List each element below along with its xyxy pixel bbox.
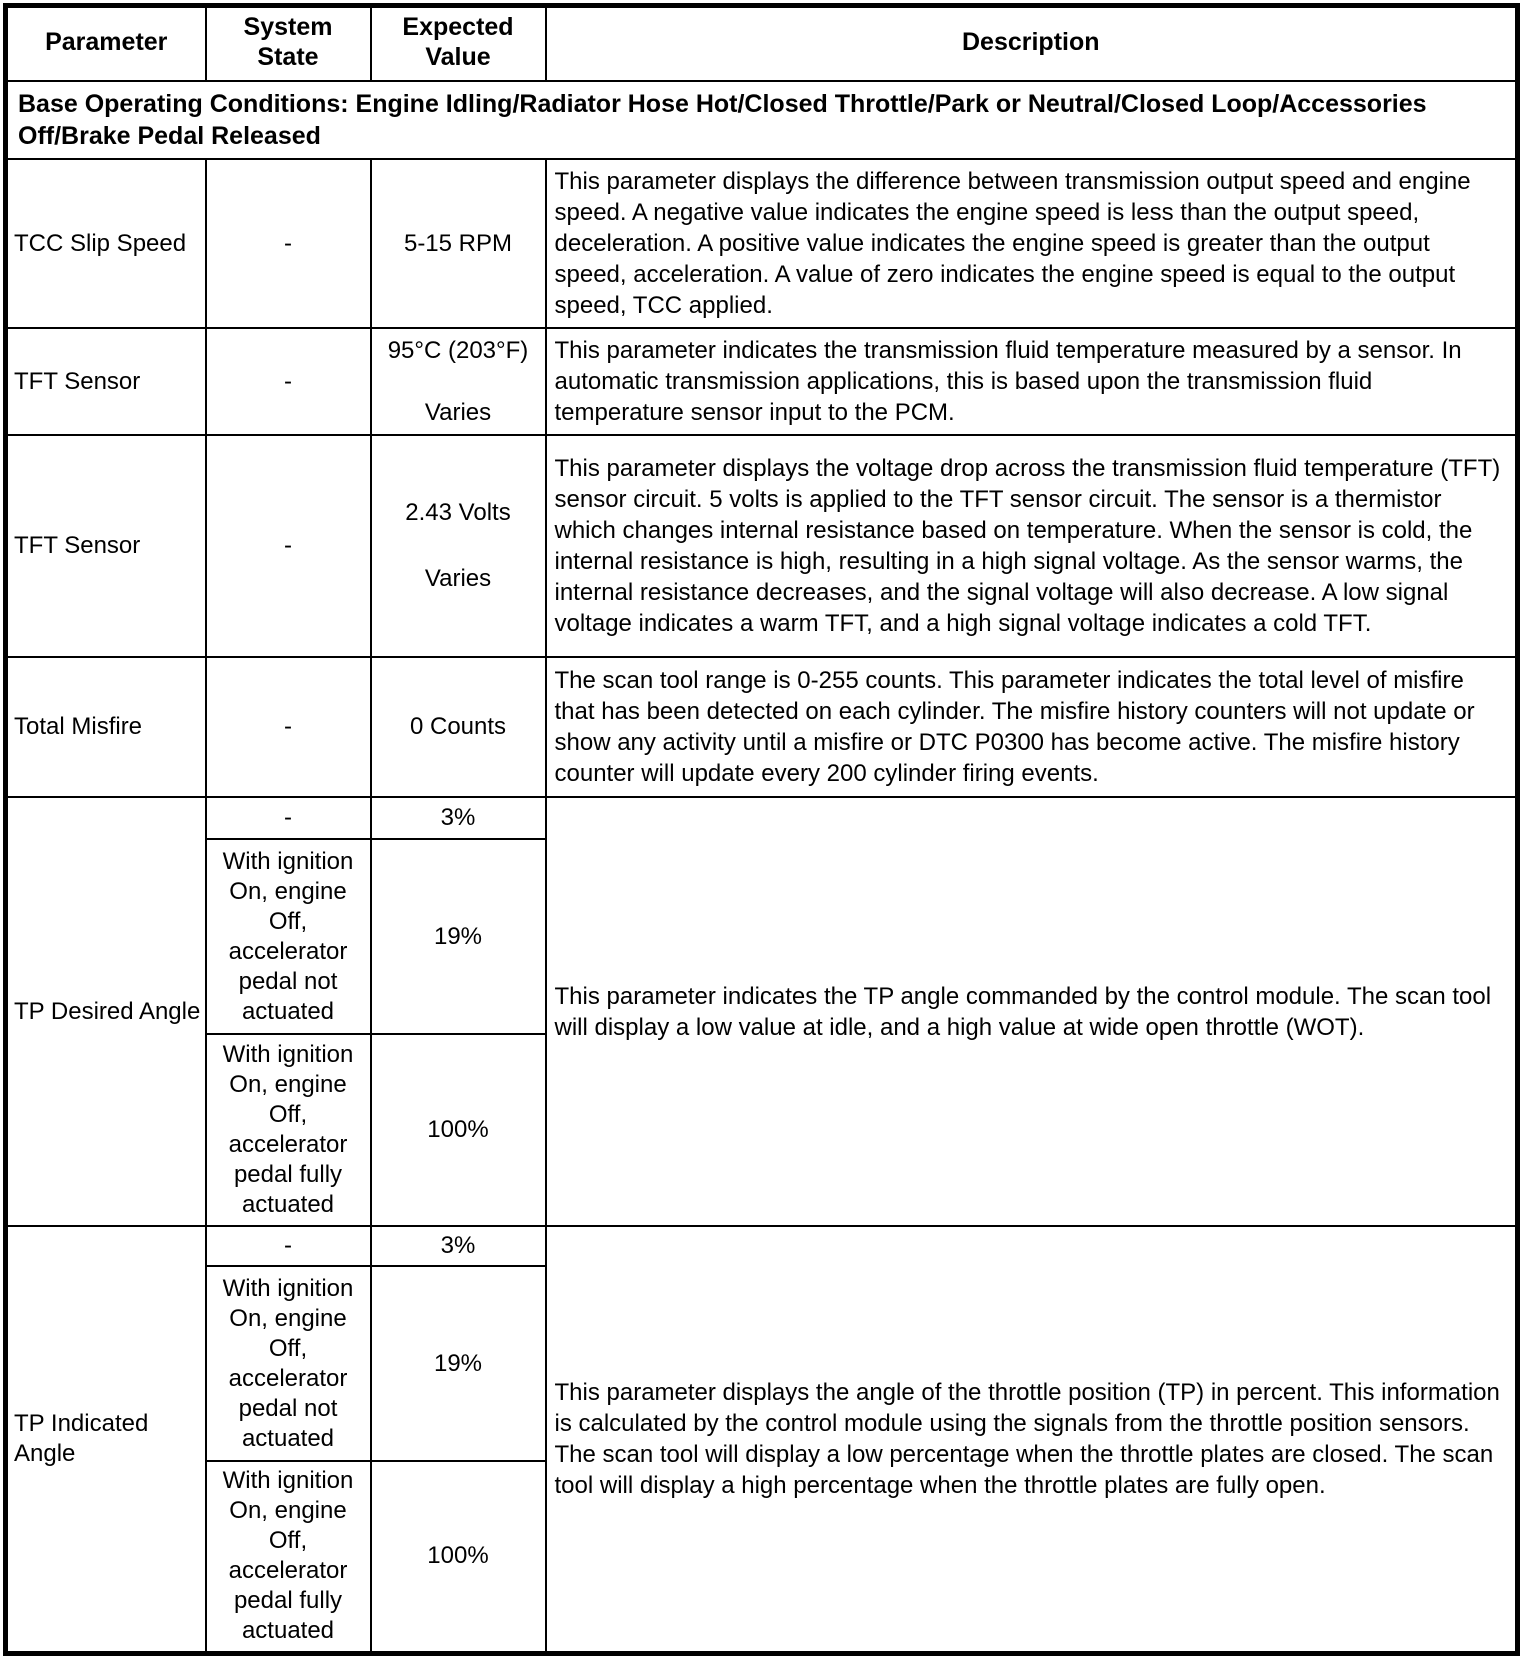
table-row [6,657,1518,797]
param-cell: TP Desired Angle [6,797,206,1226]
desc-cell: This parameter indicates the transmission fluid temperature measured by a sensor. In automatic transmission applications, this is based upon the transmission fluid temperature sensor input to the PCM. [546,328,1518,435]
header-cell-system-state: System State [206,6,371,82]
expected-value-note: Varies [424,398,492,426]
expected-value: 95°C (203°F) [387,336,529,364]
header-cell-description: Description [546,6,1518,82]
param-cell: Total Misfire [6,657,206,797]
expected-value: 2.43 Volts [405,499,511,526]
param-cell: TCC Slip Speed [6,159,206,328]
value-cell [371,328,546,435]
state-cell: With ignition On, engine Off, accelerator pedal not actuated [206,839,371,1034]
table-row [6,435,1518,657]
value-cell: 0 Counts [371,657,546,797]
state-cell: - [206,328,371,435]
desc-cell: This parameter displays the difference between transmission output speed and engine speed. A negative value indicates the engine speed is less than the output speed, deceleration. A positive value indicates the engine speed is greater than the output speed, acceleration. A value of zero indicates the engine speed is equal to the output speed, TCC applied. [546,159,1518,328]
header-cell-expected-value: Expected Value [371,6,546,82]
param-cell: TP Indicated Angle [6,1226,206,1653]
value-cell: 5-15 RPM [371,159,546,328]
state-cell: - [206,1226,371,1266]
desc-cell: This parameter indicates the TP angle commanded by the control module. The scan tool will display a low value at idle, and a high value at wide open throttle (WOT). [546,797,1518,1226]
state-cell: - [206,159,371,328]
desc-cell: The scan tool range is 0-255 counts. This parameter indicates the total level of misfire that has been detected on each cylinder. The misfire history counters will not update or show any activity until a misfire or DTC P0300 has become active. The misfire history counter will update every 200 cylinder firing events. [546,657,1518,797]
value-cell [371,435,546,657]
desc-cell: This parameter displays the angle of the throttle position (TP) in percent. This information is calculated by the control module using the signals from the throttle position sensors. The scan tool will display a low percentage when the throttle plates are closed. The scan tool will display a high percentage when the throttle plates are fully open. [546,1226,1518,1653]
state-cell: With ignition On, engine Off, accelerator pedal fully actuated [206,1461,371,1653]
value-cell: 100% [371,1034,546,1226]
header-cell-parameter: Parameter [6,6,206,82]
value-cell: 100% [371,1461,546,1653]
scan-data-table [3,3,1520,1656]
param-cell: TFT Sensor [6,328,206,435]
state-cell: - [206,657,371,797]
base-operating-conditions: Base Operating Conditions: Engine Idling/Radiator Hose Hot/Closed Throttle/Park or Neutral/Closed Loop/Accessories Off/Brake Pedal Released [6,81,1518,159]
table-row [6,159,1518,328]
desc-cell: This parameter displays the voltage drop across the transmission fluid temperature (TFT) sensor circuit. 5 volts is applied to the TFT sensor circuit. The sensor is a thermistor which changes internal resistance based on temperature. When the sensor is cold, the internal resistance is high, resulting in a high signal voltage. As the sensor warms, the internal resistance decreases, and the signal voltage will also decrease. A low signal voltage indicates a warm TFT, and a high signal voltage indicates a cold TFT. [546,435,1518,657]
table-row [6,1226,1518,1266]
value-cell: 3% [371,1226,546,1266]
state-cell: - [206,435,371,657]
table-header-row [6,6,1518,82]
banner-row [6,81,1518,159]
value-cell: 19% [371,1266,546,1461]
state-cell: - [206,797,371,839]
param-cell: TFT Sensor [6,435,206,657]
table-row [6,797,1518,839]
table-row [6,328,1518,435]
expected-value-note: Varies [424,565,492,592]
state-cell: With ignition On, engine Off, accelerator pedal fully actuated [206,1034,371,1226]
value-cell: 3% [371,797,546,839]
state-cell: With ignition On, engine Off, accelerator pedal not actuated [206,1266,371,1461]
value-cell: 19% [371,839,546,1034]
